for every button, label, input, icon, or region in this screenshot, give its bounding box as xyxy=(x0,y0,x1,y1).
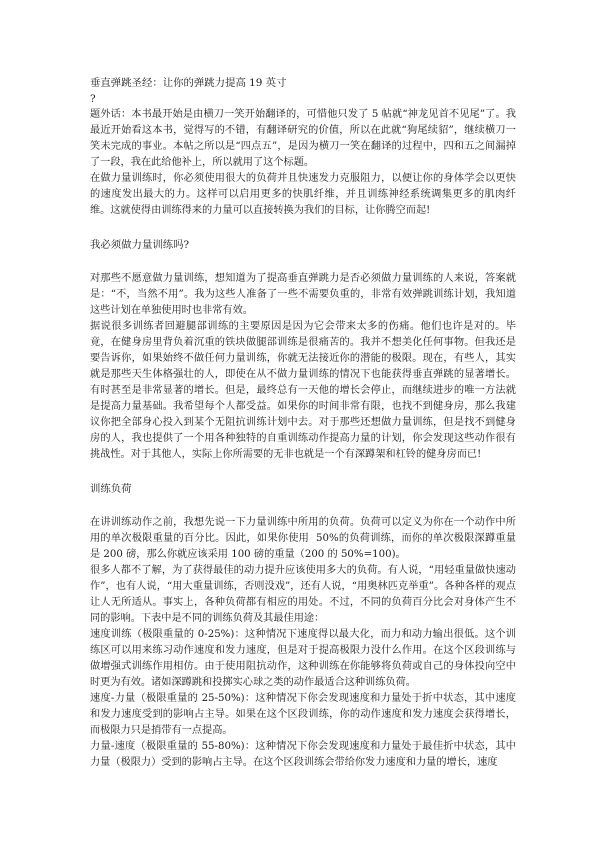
paragraph-load-strength-speed: 力量-速度（极限重量的 55-80%)：这种情况下你会发现速度和力量处于最佳折中状态，其中力量（极限力）受到的影响占主导。在这个区段训练会带给你发力速度和力量的增长，速度 xyxy=(90,741,516,768)
document-title: 垂直弹跳圣经：让你的弹跳力提高 19 英寸 xyxy=(90,77,287,89)
paragraph-intro-body: 在做力量训练时，你必须使用很大的负荷并且快速发力克服阻力，以便让你的身体学会以更快的速度发出最大的力。这样可以启用更多的快肌纤维，并且训练神经系统调集更多的肌肉纤维。这就使得由训练得来的力量可以直接转换为我们的目标，让你腾空而起! xyxy=(90,173,516,216)
paragraph-strength-1: 对那些不愿意做力量训练，想知道为了提高垂直弹跳力是否必须做力量训练的人来说，答案就是：“不，当然不用”。我为这些人准备了一些不需要负重的，非常有效弹跳训练计划，我知道这些计划在单独使用时也非常有效。 xyxy=(90,273,516,316)
paragraph-intro-note: 题外话：本书最开始是由横刀一笑开始翻译的，可惜他只发了 5 帖就“神龙见首不见尾”了。我最近开始看这本书，觉得写的不错，有翻译研究的价值，所以在此就“狗尾续貂”，继续横刀一笑未完成的事业。本帖之所以是“四点五”，是因为横刀一笑在翻译的过程中，四和五之间漏掉了一段，我在此给他补上，所以就用了这个标题。 xyxy=(90,109,516,168)
document-body xyxy=(90,75,516,771)
section-heading-training-load: 训练负荷 xyxy=(90,483,132,495)
paragraph-load-speed-strength: 速度-力量（极限重量的 25-50%)：这种情况下你会发现速度和力量处于折中状态，其中速度和发力速度受到的影响占主导。如果在这个区段训练，你的动作速度和发力速度会获得增长，而极限力只是捎带有一点提高。 xyxy=(90,693,516,736)
paragraph-load-1: 在讲训练动作之前，我想先说一下力量训练中所用的负荷。负荷可以定义为你在一个动作中所用的单次极限重量的百分比。因此，如果你使用 50%的负荷训练，而你的单次极限深蹲重量是 200 磅，那么你就应该采用 100 磅的重量（200 的 50%=100)。 xyxy=(90,517,516,560)
paragraph-load-2: 很多人都不了解，为了获得最佳的动力提升应该使用多大的负荷。有人说，“用轻重量做快速动作”，也有人说，“用大重量训练，否则没戏”，还有人说，“用奥林匹克举重”。各种各样的观点让人无所适从。事实上，各种负荷都有相应的用处。不过，不同的负荷百分比会对身体产生不同的影响。下表中是不同的训练负荷及其最佳用途： xyxy=(90,565,516,624)
paragraph-load-speed: 速度训练（极限重量的 0-25%)：这种情况下速度得以最大化，而力和动力输出很低。这个训练区可以用来练习动作速度和发力速度，但是对于提高极限力没什么作用。在这个区段训练与做增强式训练作用相仿。由于使用阻抗动作，这种训练在你能够将负荷或自己的身体投向空中时更为有效。诸如深蹲跳和投掷实心球之类的动作最适合这种训练负荷。 xyxy=(90,629,516,688)
document-subtitle: ? xyxy=(90,93,96,105)
paragraph-strength-2: 据说很多训练者回避腿部训练的主要原因是因为它会带来太多的伤痛。他们也许是对的。毕竟，在健身房里背负着沉重的铁块做腿部训练是很痛苦的。我并不想美化任何事物。但我还是要告诉你，如果始终不做任何力量训练，你就无法接近你的潜能的极限。现在，有些人，其实就是那些天生体格强壮的人，即使在从不做力量训练的情况下也能获得垂直弹跳的显著增长。有时甚至是非常显著的增长。但是，最终总有一天他的增长会停止，而继续进步的唯一方法就是提高力量基础。我希望每个人都受益。如果你的时间非常有限，也找不到健身房，那么我建议你把全部身心投入到某个无阻抗训练计划中去。对于那些还想做力量训练，但是找不到健身房的人，我也提供了一个用各种独特的自重训练动作提高力量的计划，你会发现这些动作很有挑战性。对于其他人，实际上你所需要的无非也就是一个有深蹲架和杠铃的健身房而已! xyxy=(90,321,516,460)
section-heading-strength-training: 我必须做力量训练吗? xyxy=(90,239,190,251)
